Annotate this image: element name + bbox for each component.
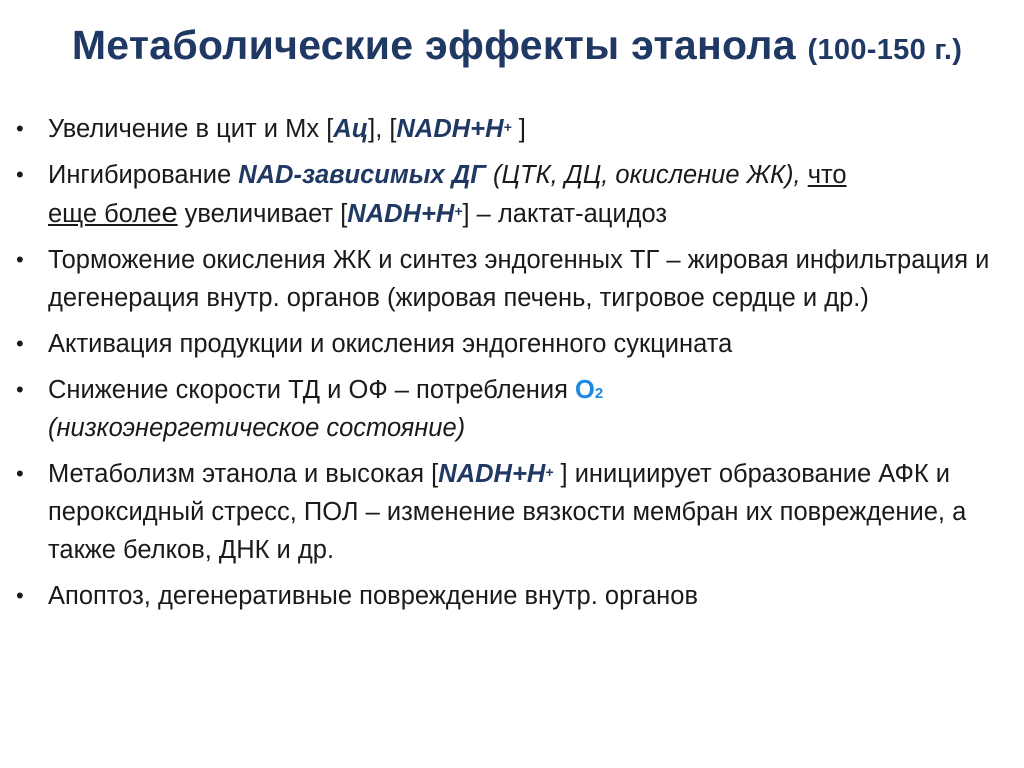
item-text: Метаболизм этанола и высокая [ xyxy=(48,460,439,488)
item-italic: (низкоэнергетическое состояние) xyxy=(48,414,466,442)
term-nadh: NADH+H xyxy=(438,460,546,488)
bullet-dot: • xyxy=(16,331,24,356)
item-text: увеличивает [ xyxy=(177,200,348,228)
underlined-text: е xyxy=(161,197,178,229)
underlined-text: еще боле xyxy=(48,200,162,228)
bullet-dot: • xyxy=(16,116,24,141)
bullet-dot: • xyxy=(16,461,24,486)
item-text: ], [ xyxy=(368,115,397,143)
item-italic: (ЦТК, ДЦ, окисление ЖК), xyxy=(485,161,801,189)
item-text: Апоптоз, дегенеративные повреждение внутр. органов xyxy=(48,582,698,610)
list-item xyxy=(14,241,1004,317)
list-item xyxy=(14,156,1004,233)
item-text: Снижение скорости ТД и ОФ – потребления xyxy=(48,376,575,404)
item-text: ] xyxy=(511,115,526,143)
term-ac: Ац xyxy=(333,115,369,143)
superscript-plus: + xyxy=(545,464,554,480)
oxygen-symbol: O xyxy=(574,376,595,404)
term-nadh: NADH+H xyxy=(396,115,504,143)
underlined-text: что xyxy=(807,161,847,189)
item-text: Торможение окисления ЖК и синтез эндогенных ТГ – жировая инфильтрация и дегенерация внутр. органов (жировая печень, тигровое сердце и др.) xyxy=(48,246,990,312)
item-space xyxy=(801,161,808,189)
bullet-dot: • xyxy=(16,583,24,608)
term-nadh: NADH+H xyxy=(347,200,455,228)
oxygen-subscript: 2 xyxy=(594,385,604,402)
item-text: Увеличение в цит и Мх [ xyxy=(48,115,334,143)
item-text: Активация продукции и окисления эндогенного сукцината xyxy=(48,330,733,358)
bullet-list xyxy=(14,110,1004,623)
item-text: Ингибирование xyxy=(48,161,239,189)
list-item xyxy=(14,455,1004,569)
superscript-plus: + xyxy=(454,203,463,219)
bullet-dot: • xyxy=(16,377,24,402)
title-main: Метаболические эффекты этанола xyxy=(71,22,796,68)
bullet-dot: • xyxy=(16,247,24,272)
list-item xyxy=(14,371,1004,447)
term-nad-dg: NAD-зависимых ДГ xyxy=(238,161,486,189)
bullet-dot: • xyxy=(16,162,24,187)
item-text: ] инициирует образование АФК и пероксидный стресс, ПОЛ – изменение вязкости мембран их повреждение, а также белков, ДНК и др. xyxy=(48,460,967,564)
title-dose: (100-150 г.) xyxy=(807,34,963,66)
slide-title xyxy=(22,22,1012,69)
list-item xyxy=(14,110,1004,148)
list-item xyxy=(14,577,1004,615)
superscript-plus: + xyxy=(503,119,512,135)
item-text: ] – лактат-ацидоз xyxy=(462,200,668,228)
list-item xyxy=(14,325,1004,363)
